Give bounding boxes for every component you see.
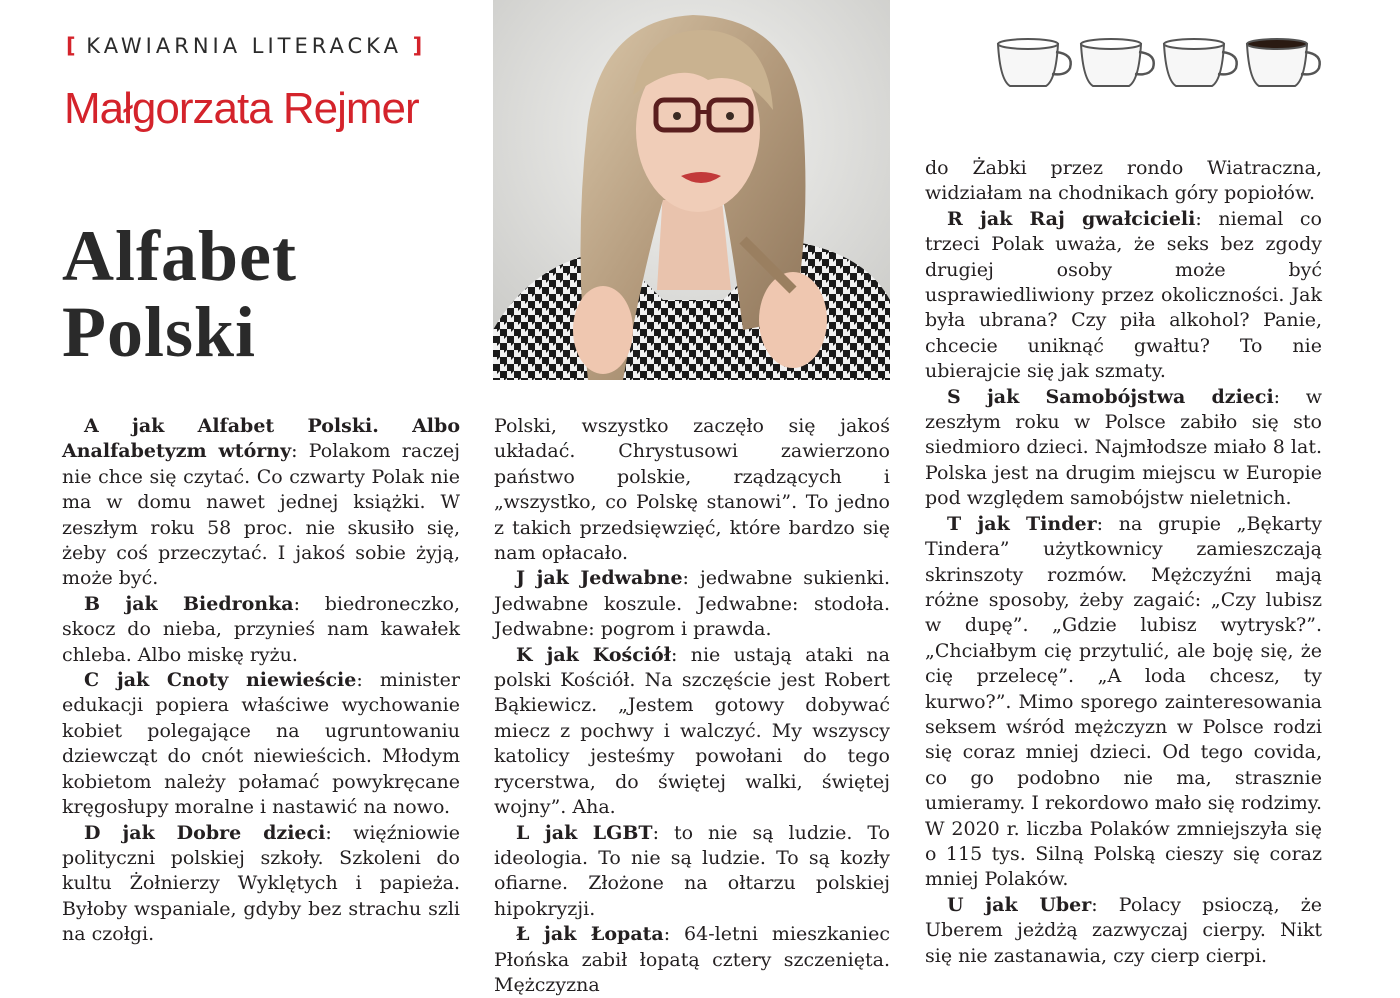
author-photo	[493, 0, 890, 380]
article-column-1	[62, 414, 461, 946]
paragraph-text: : to nie są ludzie. To ideologia. To nie są ludzie. To są kozły ofiarne. Złożone na ołtarzu polskiej hipokryzji.	[494, 821, 890, 920]
paragraph-lead: D jak Dobre dzieci	[84, 821, 326, 844]
paragraph-lead: A jak Alfabet Polski. Albo Analfabetyzm wtórny	[62, 415, 460, 463]
paragraph-text: : Polakom raczej nie chce się czytać. Co czwarty Polak nie ma w domu nawet jednej książki. W zeszłym roku 58 proc. nie skusiło się, żeby coś przeczytać. I jakoś sobie żyją, może być.	[62, 440, 460, 590]
article-paragraph	[62, 821, 460, 948]
article-column-2	[494, 414, 890, 996]
coffee-cup-icon	[1164, 39, 1237, 86]
paragraph-text: : więźniowie polityczni polskiej szkoły. Szkoleni do kultu Żołnierzy Wyklętych i papieża. Byłoby wspaniale, gdyby bez strachu szli na czołgi.	[62, 821, 460, 946]
article-paragraph	[925, 385, 1322, 512]
article-paragraph	[925, 207, 1322, 385]
author-name: Małgorzata Rejmer	[64, 84, 419, 133]
paragraph-text: : minister edukacji popiera właściwe wychowanie kobiet polegające na ugruntowaniu dziewcząt do cnót niewieścich. Młodym kobietom należy połamać powykręcane kręgosłupy moralne i nastawić na nowo.	[62, 669, 460, 819]
paragraph-lead: R jak Raj gwałcicieli	[947, 207, 1196, 230]
paragraph-text: : jedwabne sukienki. Jedwabne koszule. Jedwabne: stodoła. Jedwabne: pogrom i prawda.	[494, 567, 890, 641]
paragraph-lead: S jak Samobójstwa dzieci	[947, 385, 1274, 408]
article-paragraph	[62, 414, 460, 592]
bracket-open: [	[66, 34, 76, 58]
paragraph-lead: Ł jak Łopata	[516, 923, 664, 946]
paragraph-lead: B jak Biedronka	[84, 592, 294, 615]
article-paragraph	[494, 821, 890, 923]
article-paragraph	[925, 893, 1322, 969]
paragraph-text: : w zeszłym roku w Polsce zabiło się sto siedmioro dzieci. Najmłodsze miało 8 lat. Polska jest na drugim miejscu w Europie pod względem samobójstw nieletnich.	[925, 385, 1322, 510]
section-name: KAWIARNIA LITERACKA	[86, 34, 402, 58]
article-paragraph	[494, 566, 890, 642]
article-paragraph	[925, 156, 1322, 207]
article-paragraph	[494, 922, 890, 998]
paragraph-text: : na grupie „Bękarty Tindera” użytkownicy zamieszczają skrinszoty rozmów. Mężczyźni mają różne sposoby, żeby zagaić: „Czy lubisz w dupę”. „Gdzie lubisz wytrysk?”. „Chciałbym cię przytulić, ale boję się, że cię przelecę”. „A loda chcesz, ty kurwo?”. Mimo sporego zainteresowania seksem wśród mężczyzn w Polsce rodzi się coraz mniej dzieci. Od tego covida, co go podobno nie ma, strasznie umieramy. I rekordowo mało się rodzimy. W 2020 r. liczba Polaków zmniejszyła się o 115 tys. Silną Polską cieszy się coraz mniej Polaków.	[925, 512, 1322, 891]
paragraph-text: : 64-letni mieszkaniec Płońska zabił łopatą cztery szczenięta. Mężczyzna	[494, 923, 890, 996]
article-title-line-2: Polski	[62, 292, 257, 372]
bracket-close: ]	[412, 34, 423, 58]
paragraph-lead: T jak Tinder	[947, 512, 1097, 535]
paragraph-lead: L jak LGBT	[516, 821, 653, 844]
paragraph-text: : nie ustają ataki na polski Kościół. Na szczęście jest Robert Bąkiewicz. „Jestem gotowy dobywać miecz z pochwy i walczyć. My wszyscy katolicy jesteśmy powołani do tego rycerstwa, do świętej walki, świętej wojny”. Aha.	[494, 643, 890, 819]
article-paragraph	[494, 643, 890, 821]
coffee-cup-icon	[998, 39, 1071, 86]
article-title	[62, 218, 297, 370]
section-label	[66, 34, 422, 58]
paragraph-text: : biedroneczko, skocz do nieba, przynieś nam kawałek chleba. Albo miskę ryżu.	[62, 592, 461, 666]
paragraph-text: Polski, wszystko zaczęło się jakoś układać. Chrystusowi zawierzono państwo polskie, rządzących i „wszystko, co Polskę stanowi”. To jedno z takich przedsięwzięć, które bardzo się nam opłacało.	[494, 415, 890, 565]
article-title-line-1: Alfabet	[62, 216, 297, 296]
article-paragraph	[494, 414, 890, 566]
coffee-cup-icon	[1247, 39, 1320, 86]
article-paragraph	[62, 592, 460, 668]
paragraph-text: : Polacy psioczą, że Uberem jeżdżą zazwyczaj cierpy. Nikt się nie zastanawia, czy cierp cierpi.	[925, 893, 1322, 967]
coffee-cup-icon	[1081, 39, 1154, 86]
coffee-cups-rating	[992, 36, 1326, 98]
paragraph-lead: C jak Cnoty niewieście	[84, 669, 357, 692]
article-paragraph	[925, 512, 1322, 893]
paragraph-text: do Żabki przez rondo Wiatraczna, widziałam na chodnikach góry popiołów.	[925, 157, 1322, 205]
article-column-3	[925, 156, 1322, 967]
article-paragraph	[62, 668, 460, 820]
paragraph-lead: J jak Jedwabne	[516, 567, 683, 590]
paragraph-lead: U jak Uber	[947, 893, 1092, 916]
paragraph-text: : niemal co trzeci Polak uważa, że seks bez zgody drugiej osoby może być usprawiedliwiony przez okoliczności. Jak była ubrana? Czy piła alkohol? Panie, chcecie uniknąć gwałtu? To nie ubierajcie się jak szmaty.	[925, 207, 1322, 383]
paragraph-lead: K jak Kościół	[516, 643, 671, 666]
